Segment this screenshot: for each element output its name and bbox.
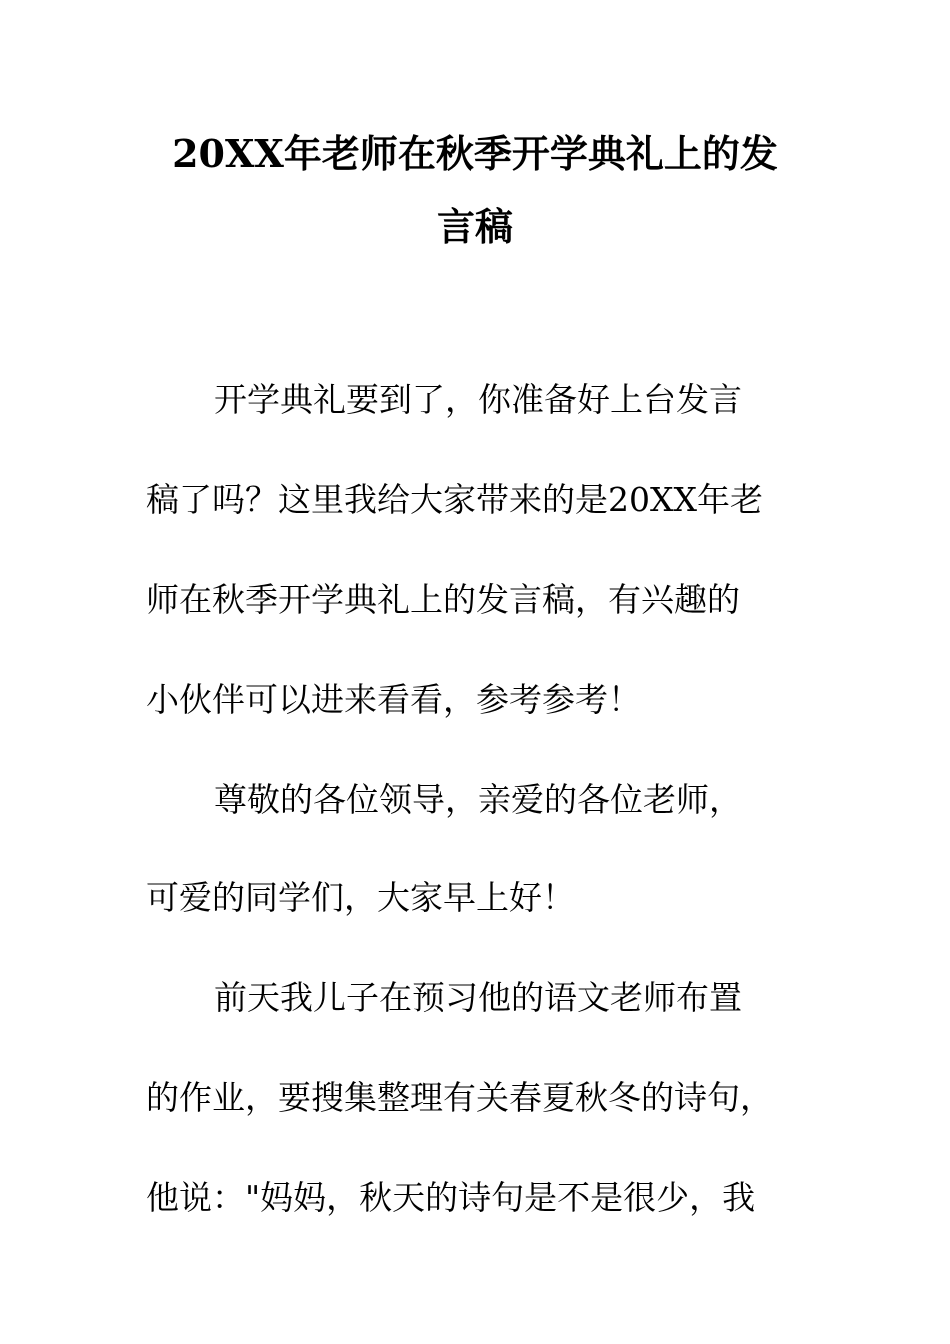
paragraph-line: 小伙伴可以进来看看，参考参考！ (146, 680, 641, 719)
paragraph-line: 稿了吗？这里我给大家带来的是20XX年老 (146, 480, 763, 519)
document-title-line-1: 20XX年老师在秋季开学典礼上的发 (172, 131, 778, 176)
paragraph-line: 师在秋季开学典礼上的发言稿，有兴趣的 (146, 580, 740, 619)
paragraph-line: 开学典礼要到了，你准备好上台发言 (214, 380, 742, 419)
paragraph-line: 的作业，要搜集整理有关春夏秋冬的诗句， (146, 1078, 773, 1117)
paragraph-line: 尊敬的各位领导，亲爱的各位老师， (214, 780, 742, 819)
paragraph-line: 前天我儿子在预习他的语文老师布置 (214, 978, 742, 1017)
document-title-line-2: 言稿 (436, 204, 513, 249)
paragraph-line: 他说："妈妈，秋天的诗句是不是很少，我 (146, 1178, 756, 1217)
paragraph-line: 可爱的同学们，大家早上好！ (146, 878, 575, 917)
